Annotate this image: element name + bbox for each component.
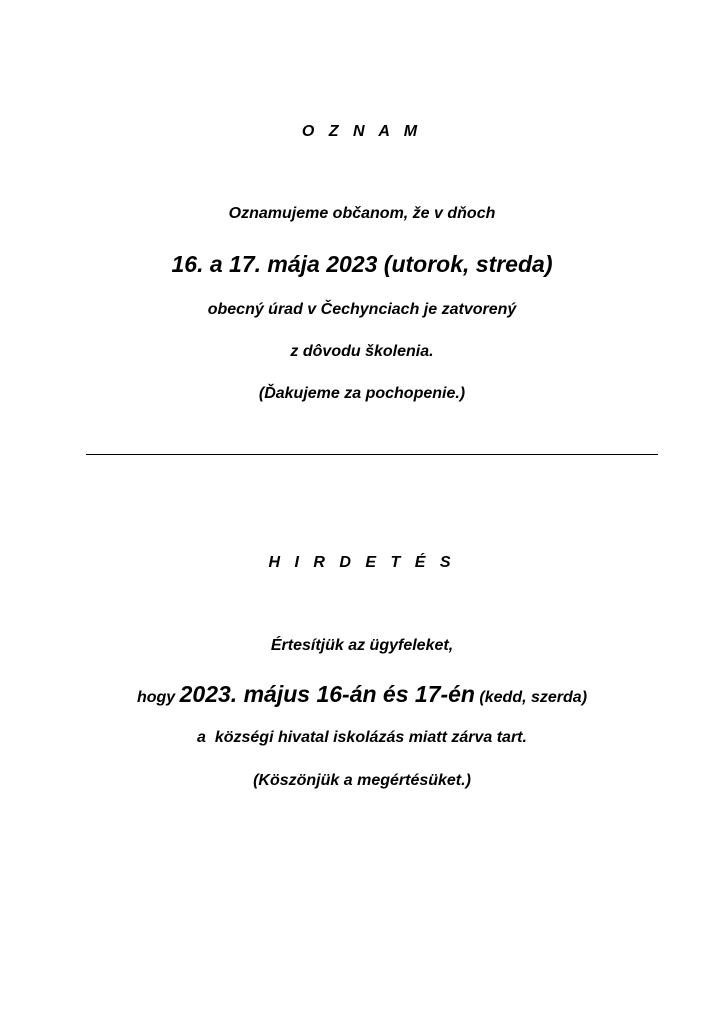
hirdetes-line-4: (Köszönjük a megértésüket.) [253,772,471,789]
hirdetes-date-main: 2023. május 16-án és 17-én [179,681,475,707]
oznam-line-3: obecný úrad v Čechynciach je zatvorený [207,301,517,318]
hirdetes-title: H I R D E T É S [268,554,456,571]
section-divider [86,454,658,455]
hirdetes-line-1: Értesítjük az ügyfeleket, [270,637,454,654]
oznam-line-5: (Ďakujeme za pochopenie.) [258,385,466,402]
hirdetes-date-suffix: (kedd, szerda) [474,689,588,706]
hirdetes-date-prefix: hogy [136,689,180,706]
oznam-line-1: Oznamujeme občanom, že v dňoch [228,205,496,222]
hirdetes-line-3: a községi hivatal iskolázás miatt zárva tart. [197,729,527,746]
oznam-date-line: 16. a 17. mája 2023 (utorok, streda) [171,251,553,277]
hirdetes-date-line [0,681,724,708]
oznam-title: O Z N A M [301,123,423,140]
oznam-line-4: z dôvodu školenia. [290,343,434,360]
